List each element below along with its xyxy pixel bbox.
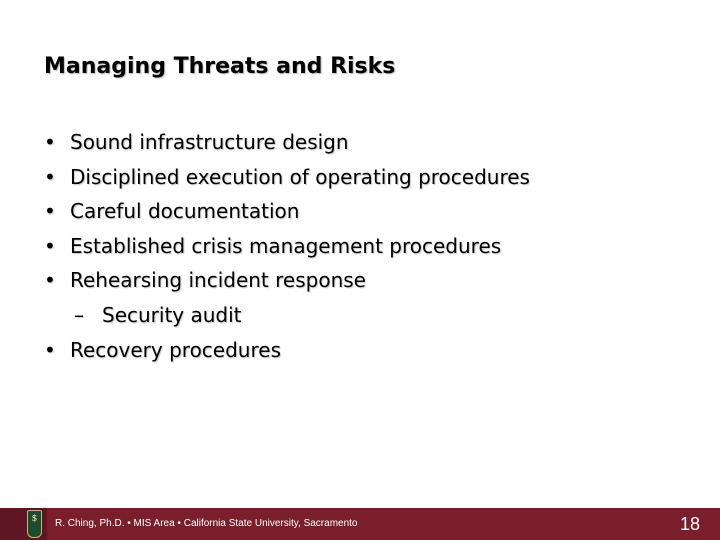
- bullet-list: [44, 130, 530, 372]
- bullet-item: [44, 130, 530, 165]
- bullet-item: [44, 165, 530, 200]
- page-number: 18: [679, 514, 700, 534]
- footer-logo-panel: [0, 508, 47, 540]
- bullet-text: Recovery procedures: [70, 337, 281, 362]
- slide-title: Managing Threats and Risks: [44, 54, 396, 79]
- bullet-item: [44, 268, 530, 303]
- bullet-icon: •: [44, 337, 56, 362]
- bullet-icon: •: [44, 164, 56, 189]
- bullet-text: Established crisis management procedures: [70, 233, 502, 258]
- footer-credit: R. Ching, Ph.D. • MIS Area • California State University, Sacramento: [55, 518, 358, 529]
- sub-bullet-item: [44, 303, 530, 338]
- bullet-icon: •: [44, 130, 56, 154]
- university-seal-icon: $: [27, 510, 42, 538]
- bullet-item: [44, 199, 530, 234]
- bullet-icon: •: [44, 233, 56, 258]
- bullet-item: [44, 234, 530, 269]
- dash-icon: –: [74, 302, 84, 327]
- bullet-text: Rehearsing incident response: [70, 268, 366, 293]
- bullet-icon: •: [44, 268, 56, 293]
- footer-bar: [0, 508, 720, 540]
- bullet-text: Sound infrastructure design: [70, 130, 349, 154]
- bullet-text: Disciplined execution of operating procedures: [70, 164, 530, 189]
- bullet-text: Careful documentation: [70, 199, 300, 224]
- bullet-icon: •: [44, 199, 56, 224]
- bullet-item: [44, 338, 530, 373]
- sub-bullet-text: Security audit: [102, 302, 242, 327]
